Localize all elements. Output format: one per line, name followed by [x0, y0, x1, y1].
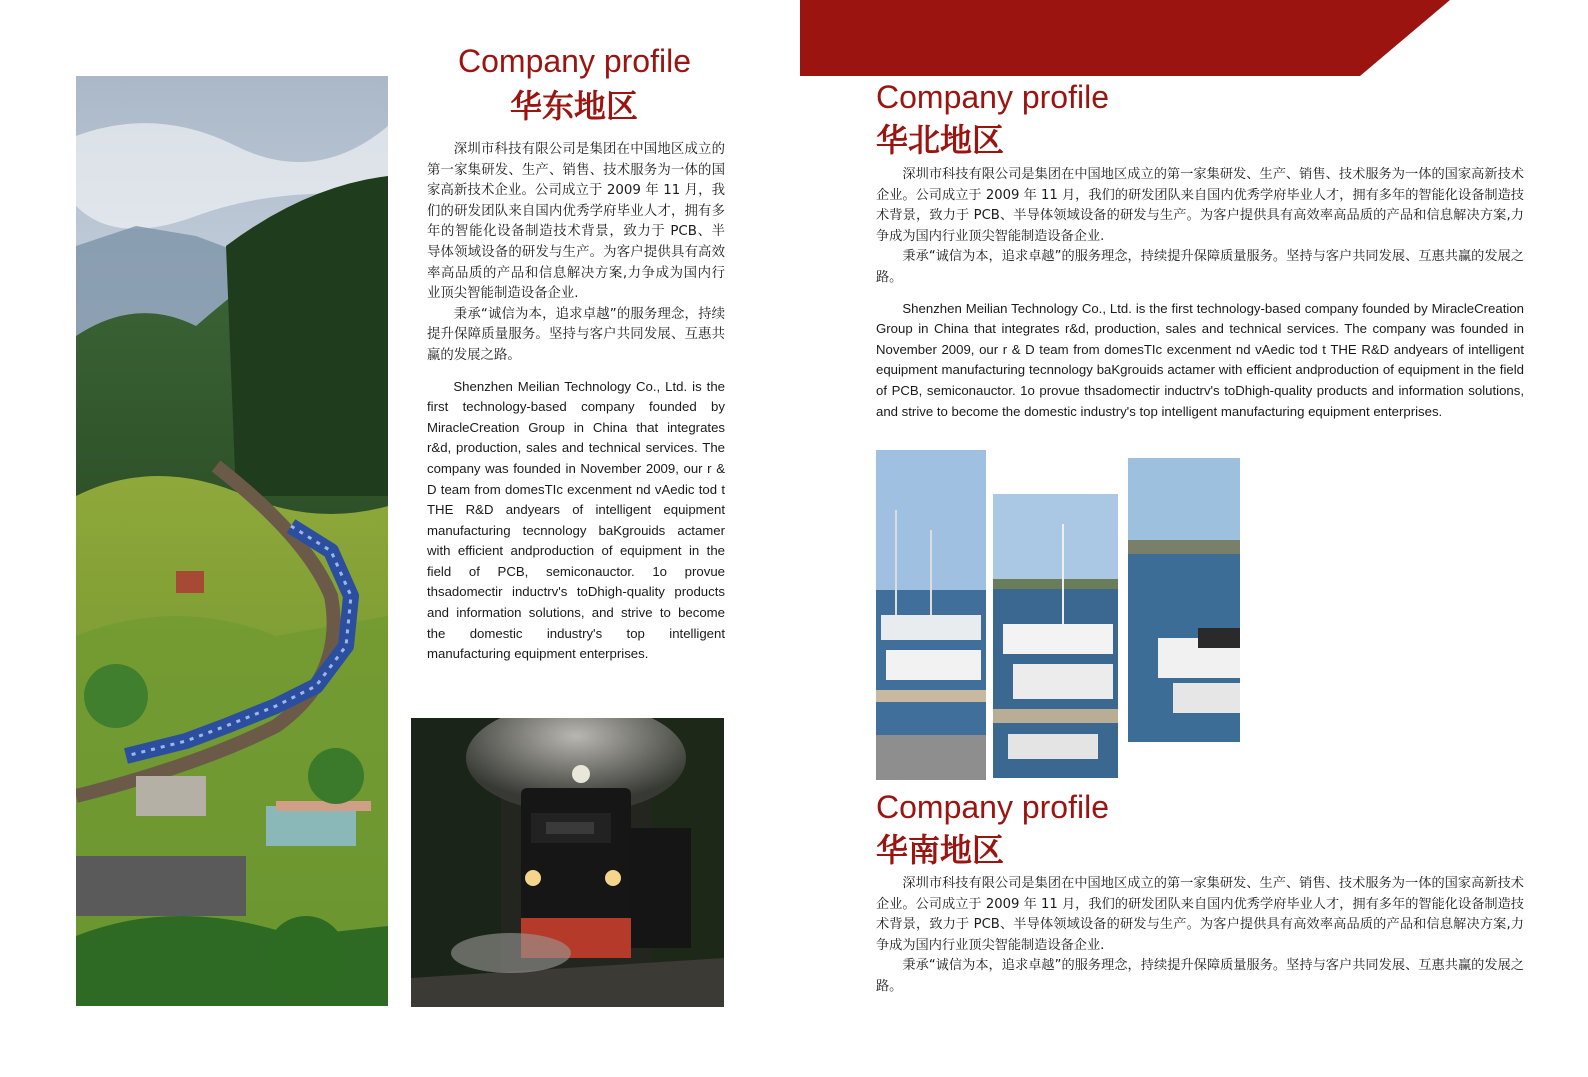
left-cn-paragraph-2: 秉承“诚信为本，追求卓越”的服务理念，持续提升保障质量服务。坚持与客户共同发展、互惠共赢的发展之路。 [427, 306, 725, 363]
left-title-cn: 华东地区 [510, 87, 639, 125]
left-title-en: Company profile [458, 43, 691, 79]
north-title-en: Company profile [876, 79, 1109, 115]
south-body-text [876, 874, 1524, 998]
south-title-cn: 华南地区 [876, 831, 1005, 869]
steam-locomotive-photo [411, 718, 724, 1007]
marina-yachts-photo-3 [1128, 458, 1240, 742]
north-cn-paragraph-1: 深圳市科技有限公司是集团在中国地区成立的第一家集研发、生产、销售、技术服务为一体的国家高新技术企业。公司成立于 2009 年 11 月，我们的研发团队来自国内优秀学府毕业人才，拥有多年的智能化设备制造技术背景，致力于 PCB、半导体领域设备的研发与生产。为客户提供具有高效率高品质的产品和信息解决方案,力争成为国内行业顶尖智能制造设备企业. [876, 167, 1524, 244]
south-cn-paragraph-1: 深圳市科技有限公司是集团在中国地区成立的第一家集研发、生产、销售、技术服务为一体的国家高新技术企业。公司成立于 2009 年 11 月，我们的研发团队来自国内优秀学府毕业人才，拥有多年的智能化设备制造技术背景，致力于 PCB、半导体领域设备的研发与生产。为客户提供具有高效率高品质的产品和信息解决方案,力争成为国内行业顶尖智能制造设备企业. [876, 876, 1524, 953]
left-body-text [427, 140, 725, 665]
north-cn-paragraph-2: 秉承“诚信为本，追求卓越”的服务理念，持续提升保障质量服务。坚持与客户共同发展、互惠共赢的发展之路。 [876, 249, 1524, 285]
mountain-railway-photo [76, 76, 388, 1006]
left-cn-paragraph-1: 深圳市科技有限公司是集团在中国地区成立的第一家集研发、生产、销售、技术服务为一体的国家高新技术企业。公司成立于 2009 年 11 月，我们的研发团队来自国内优秀学府毕业人才，拥有多年的智能化设备制造技术背景，致力于 PCB、半导体领域设备的研发与生产。为客户提供具有高效率高品质的产品和信息解决方案,力争成为国内行业顶尖智能制造设备企业. [427, 142, 725, 302]
north-body-text [876, 165, 1524, 422]
south-cn-paragraph-2: 秉承“诚信为本，追求卓越”的服务理念，持续提升保障质量服务。坚持与客户共同发展、互惠共赢的发展之路。 [876, 958, 1524, 994]
marina-yachts-photo-2 [993, 494, 1118, 778]
north-en-paragraph: Shenzhen Meilian Technology Co., Ltd. is the first technology-based company founded by MiracleCreation Group in China that integrates r&d, production, sales and technical services. The company was founded in November 2009, our r & D team from domesTIc excenment nd vAedic tod t THE R&D andyears of intelligent equipment manufacturing tecnnology baKgrouids actamer with efficient andproduction of equipment in the field of PCB, semiconauctor. 1o provue thsadomectir inductrv's toDhigh-quality products and information solutions, and strive to become the domestic industry's top intelligent manufacturing equipment enterprises. [876, 300, 1524, 419]
north-title-cn: 华北地区 [876, 121, 1005, 159]
south-title-en: Company profile [876, 789, 1109, 825]
marina-yachts-photo-1 [876, 450, 986, 780]
left-en-paragraph: Shenzhen Meilian Technology Co., Ltd. is the first technology-based company founded by MiracleCreation Group in China that integrates r&d, production, sales and technical services. The company was founded in November 2009, our r & D team from domesTIc excenment nd vAedic tod t THE R&D andyears of intelligent equipment manufacturing tecnnology baKgrouids actamer with efficient andproduction of equipment in the field of PCB, semiconauctor. 1o provue thsadomectir inductrv's toDhigh-quality products and information solutions, and strive to become the domestic industry's top intelligent manufacturing equipment enterprises. [427, 378, 725, 662]
top-red-banner [800, 0, 1450, 76]
